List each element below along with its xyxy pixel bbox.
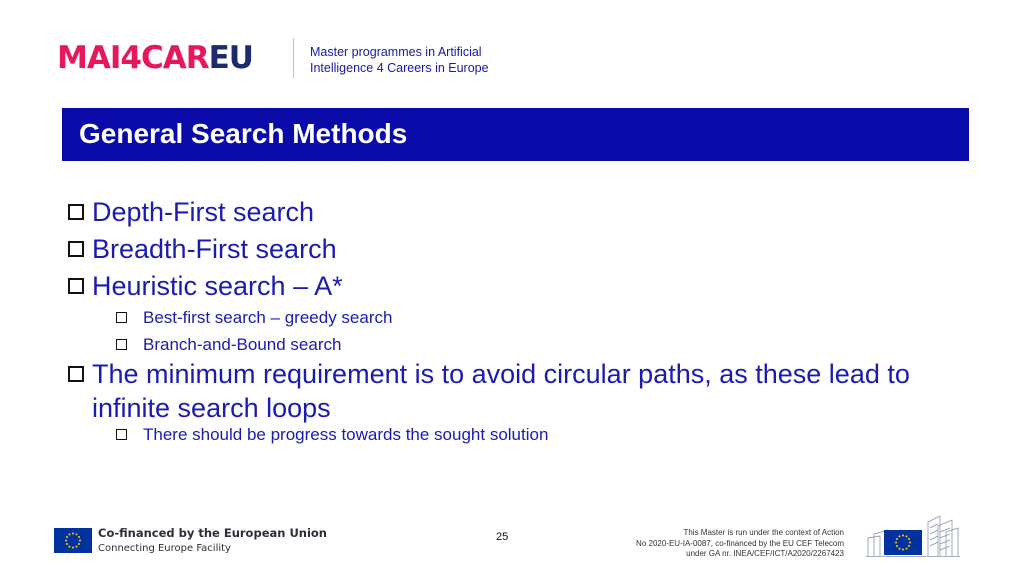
bullet-text: Depth-First search	[92, 197, 315, 227]
checkbox-bullet-icon	[68, 241, 84, 257]
bullet-level1	[64, 357, 944, 425]
bullet-text: Best-first search – greedy search	[143, 308, 393, 327]
bullet-level1	[64, 195, 314, 229]
cofinanced-label	[98, 526, 327, 556]
checkbox-bullet-icon	[116, 429, 127, 440]
funding-note-line-3: under GA nr. INEA/CEF/ICT/A2020/2267423	[686, 549, 844, 558]
logo-part-eu: EU	[208, 40, 253, 76]
checkbox-bullet-icon	[68, 204, 84, 220]
logo-part-ma: MA	[57, 40, 110, 76]
eu-flag-icon	[54, 528, 92, 553]
checkbox-bullet-icon	[68, 278, 84, 294]
checkbox-bullet-icon	[116, 339, 127, 350]
bullet-text: The minimum requirement is to avoid circular paths, as these lead to infinite search loops	[92, 359, 910, 423]
bullet-level1	[64, 232, 337, 266]
mai4careu-logo	[57, 40, 253, 76]
checkbox-bullet-icon	[116, 312, 127, 323]
bullet-text: Heuristic search – A*	[92, 271, 343, 301]
funding-note-line-1: This Master is run under the context of Action	[683, 528, 844, 537]
bullet-level2	[116, 307, 392, 329]
logo-part-i4car: I4CAR	[109, 40, 209, 76]
eu-flag-icon	[884, 530, 922, 555]
cofinanced-line-2: Connecting Europe Facility	[98, 543, 231, 554]
slide-title: General Search Methods	[79, 118, 408, 149]
bullet-level2	[116, 334, 341, 356]
cofinanced-line-1: Co-financed by the European Union	[98, 526, 327, 540]
tagline	[310, 44, 489, 76]
checkbox-bullet-icon	[68, 366, 84, 382]
funding-note	[584, 528, 844, 560]
eu-stars	[54, 528, 92, 553]
tagline-line-1: Master programmes in Artificial	[310, 45, 482, 59]
eu-stars	[884, 530, 922, 555]
bullet-text: Breadth-First search	[92, 234, 337, 264]
bullet-level1	[64, 269, 343, 303]
bullet-level2	[116, 424, 548, 446]
funding-note-line-2: No 2020-EU-IA-0087, co-financed by the EU CEF Telecom	[636, 538, 844, 548]
tagline-line-2: Intelligence 4 Careers in Europe	[310, 61, 489, 75]
title-bar	[62, 108, 969, 161]
page-number: 25	[496, 531, 509, 543]
bullet-text: There should be progress towards the sought solution	[143, 425, 549, 444]
bullet-text: Branch-and-Bound search	[143, 335, 342, 354]
logo-divider	[293, 38, 294, 78]
